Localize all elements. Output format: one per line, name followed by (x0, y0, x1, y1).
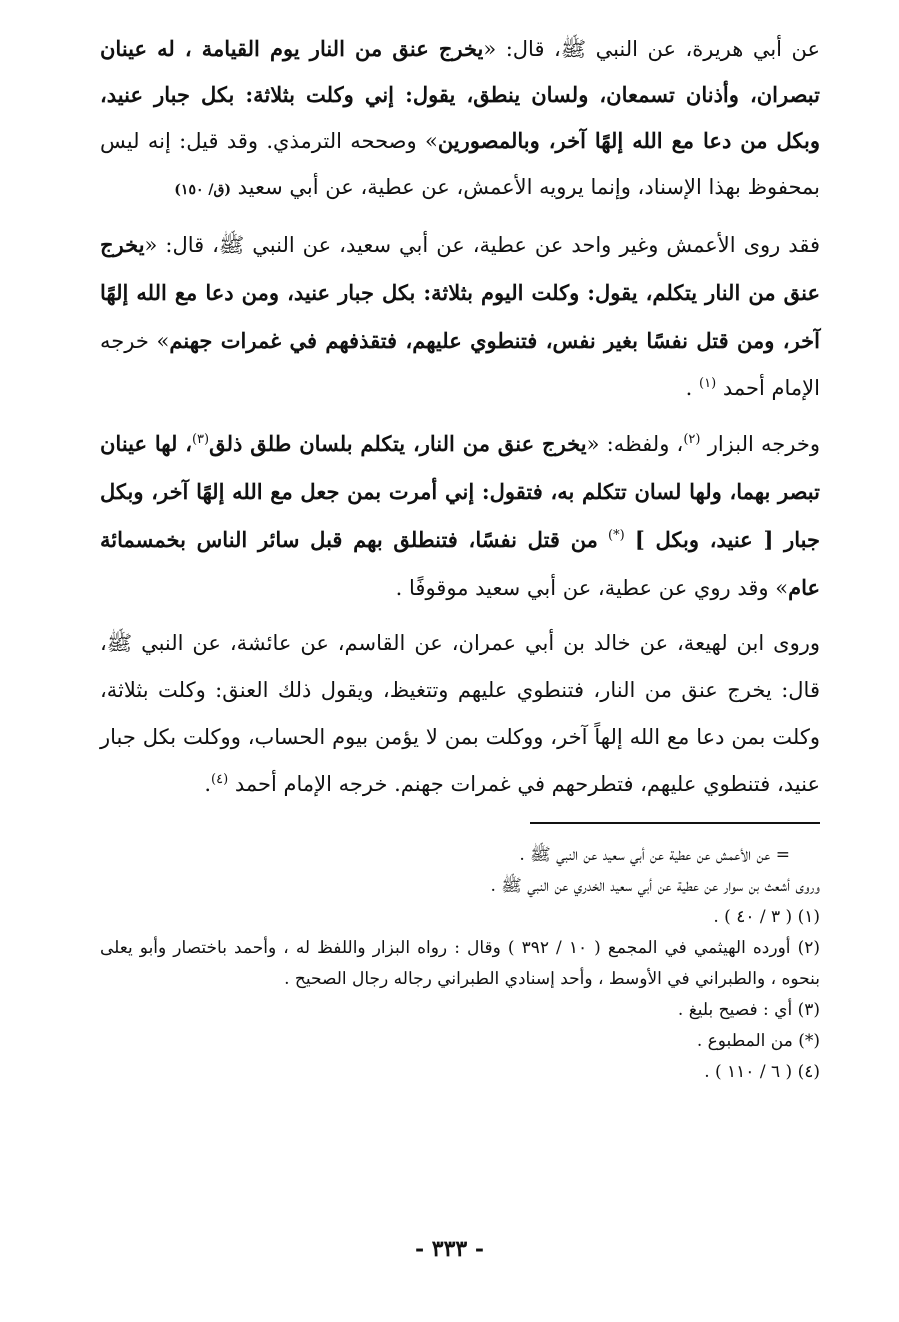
p4-end: . خرجه الإمام أحمد (234, 772, 401, 796)
p2-hadith: يخرج عنق من النار يتكلم، يقول: وكلت اليوم بثلاثة: بكل جبار عنيد، ومن دعا مع الله إلهًا آخر، ومن قتل نفسًا بغير نفس، فتنطوي عليهم، فتقذفهم في غمرات جهنم (100, 232, 820, 353)
footnote-ref-2: (٢) (683, 432, 701, 447)
paragraph-4 (100, 620, 820, 808)
p3-intro: وخرجه البزار (707, 432, 820, 456)
footnote-2: (٢) أورده الهيثمي في المجمع ( ١٠ / ٣٩٢ ) وقال : رواه البزار واللفظ له ، وأحمد باختصار وأبو يعلى بنحوه ، والطبراني في الأوسط ، وأحد إسنادي الطبراني رجاله رجال الصحيح . (100, 938, 820, 989)
p3-after: » وقد روي عن عطية، عن أبي سعيد موقوفًا . (395, 576, 789, 600)
footnote-4: (٤) ( ٦ / ١١٠ ) . (704, 1062, 820, 1082)
footnote-star: (*) من المطبوع . (696, 1031, 820, 1051)
p2-intro: فقد روى الأعمش وغير واحد عن عطية، عن أبي سعيد، عن النبي ﷺ، قال: « (144, 233, 820, 257)
footnote-ref-1: (١) (699, 376, 717, 391)
p2-after: » خرجه الإمام أحمد (100, 329, 820, 400)
page-body (100, 26, 820, 1088)
footnote-divider (530, 822, 820, 824)
p3-hadith-b: ، لها عينان تبصر بهما، ولها لسان تتكلم به، فتقول: إني أمرت بمن جعل مع الله إلهًا آخر، وبكل جبار [ عنيد، وبكل ] (100, 431, 820, 552)
footnote-3: (٣) أي : فصيح بليغ . (677, 1000, 820, 1020)
footnote-continuation: = عن الأعمش عن عطية عن أبي سعيد عن النبي ﷺ . (519, 845, 790, 865)
manuscript-marker: (ق/ ١٥٠) (174, 182, 231, 198)
footnote-ref-star: (*) (608, 528, 625, 543)
footnote-ref-3: (٣) (191, 432, 210, 447)
paragraph-2 (100, 221, 820, 412)
footnotes (100, 840, 820, 1088)
page-number: - ٣٣٣ - (414, 1236, 485, 1262)
paragraph-1 (100, 26, 820, 213)
p1-intro: عن أبي هريرة، عن النبي ﷺ، قال: « (483, 37, 820, 61)
footnote-1: (١) ( ٣ / ٤٠ ) . (713, 907, 820, 927)
paragraph-3 (100, 420, 820, 612)
footnote-ref-4: (٤) (211, 772, 229, 787)
p4-dot: . (204, 772, 212, 796)
p2-end: . (685, 376, 693, 400)
p3-mid: ، ولفظه: « (586, 432, 684, 456)
p3-hadith-a: يخرج عنق من النار، يتكلم بلسان طلق ذلق (209, 431, 587, 456)
p3-hadith-c: من قتل نفسًا، فتنطلق بهم قبل سائر الناس بخمسمائة عام (100, 527, 820, 600)
p1-after: » وصححه الترمذي. وقد قيل: إنه ليس بمحفوظ بهذا الإسناد، وإنما يرويه الأعمش، عن عطية، عن أبي سعيد (100, 129, 820, 199)
footnote-continuation-2: وروى أشعث بن سوار عن عطية عن أبي سعيد الخدري عن النبي ﷺ . (490, 876, 820, 896)
p1-hadith: يخرج عنق من النار يوم القيامة ، له عينان تبصران، وأذنان تسمعان، ولسان ينطق، يقول: إني وكلت بثلاثة: بكل جبار عنيد، وبكل من دعا مع الله إلهًا آخر، وبالمصورين (100, 36, 820, 153)
p4-text: وروى ابن لهيعة، عن خالد بن أبي عمران، عن القاسم، عن عائشة، عن النبي ﷺ، قال: يخرج عنق من النار، فتنطوي عليهم وتتغيظ، ويقول ذلك العنق: وكلت بثلاثة، وكلت بمن دعا مع الله إلهاً آخر، ووكلت بمن لا يؤمن بيوم الحساب، ووكلت بكل جبار عنيد، فتنطوي عليهم، فتطرحهم في غمرات جهنم (100, 631, 820, 796)
